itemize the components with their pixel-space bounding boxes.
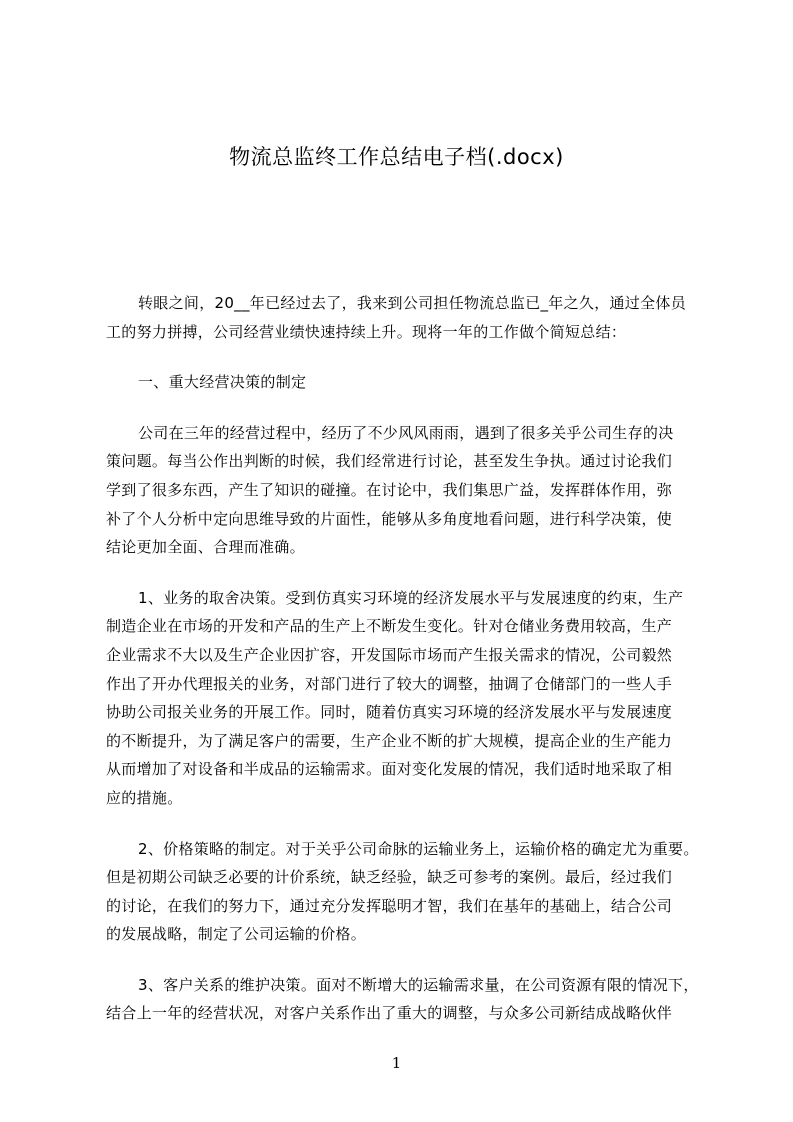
text-line: 但是初期公司缺乏必要的计价系统，缺乏经验，缺乏可参考的案例。最后，经过我们 <box>106 868 673 887</box>
document-body <box>106 289 724 1050</box>
paragraph-decisions <box>106 419 724 562</box>
paragraph-pricing-strategy <box>106 835 724 949</box>
page-number: 1 <box>391 1054 402 1072</box>
text-line: 学到了很多东西，产生了知识的碰撞。在讨论中，我们集思广益，发挥群体作用，弥 <box>106 480 673 499</box>
text-line: 作出了开办代理报关的业务，对部门进行了较大的调整，抽调了仓储部门的一些人手 <box>106 674 673 693</box>
text-line: 的发展战略，制定了公司运输的价格。 <box>106 925 367 944</box>
text-line: 从而增加了对设备和半成品的运输需求。面对变化发展的情况，我们适时地采取了相 <box>106 760 673 779</box>
text-line: 3、客户关系的维护决策。面对不断增大的运输需求量，在公司资源有限的情况下， <box>138 975 699 994</box>
paragraph-business-decision <box>106 584 724 813</box>
text-line: 制造企业在市场的开发和产品的生产上不断发生变化。针对仓储业务费用较高，生产 <box>106 617 673 636</box>
text-line: 结合上一年的经营状况，对客户关系作出了重大的调整，与众多公司新结成战略伙伴 <box>106 1004 673 1023</box>
text-line: 补了个人分析中定向思维导致的片面性，能够从多角度地看问题，进行科学决策，使 <box>106 509 673 528</box>
text-line: 的不断提升，为了满足客户的需要，生产企业不断的扩大规模，提高企业的生产能力 <box>106 731 673 750</box>
text-line: 工的努力拼搏，公司经营业绩快速持续上升。现将一年的工作做个简短总结： <box>106 322 627 341</box>
text-line: 公司在三年的经营过程中，经历了不少风风雨雨，遇到了很多关乎公司生存的决 <box>138 423 674 442</box>
document-title: 物流总监终工作总结电子档(.docx) <box>229 145 564 169</box>
text-line: 结论更加全面、合理而准确。 <box>106 538 305 557</box>
text-line: 策问题。每当公作出判断的时候，我们经常进行讨论，甚至发生争执。通过讨论我们 <box>106 452 673 471</box>
text-line: 一、重大经营决策的制定 <box>138 373 307 392</box>
paragraph-customer-relations <box>106 971 724 1028</box>
text-line: 1、业务的取舍决策。受到仿真实习环境的经济发展水平与发展速度的约束，生产 <box>138 588 684 607</box>
paragraph-intro <box>106 289 724 346</box>
section-heading <box>106 368 724 397</box>
text-line: 的讨论，在我们的努力下，通过充分发挥聪明才智，我们在基年的基础上，结合公司 <box>106 896 673 915</box>
text-line: 企业需求不大以及生产企业因扩容，开发国际市场而产生报关需求的情况，公司毅然 <box>106 645 673 664</box>
text-line: 转眼之间，20__年已经过去了，我来到公司担任物流总监已_年之久，通过全体员 <box>138 294 686 312</box>
text-line: 2、价格策略的制定。对于关乎公司命脉的运输业务上，运输价格的确定尤为重要。 <box>138 839 699 858</box>
text-line: 应的措施。 <box>106 788 183 807</box>
text-line: 协助公司报关业务的开展工作。同时，随着仿真实习环境的经济发展水平与发展速度 <box>106 703 673 722</box>
